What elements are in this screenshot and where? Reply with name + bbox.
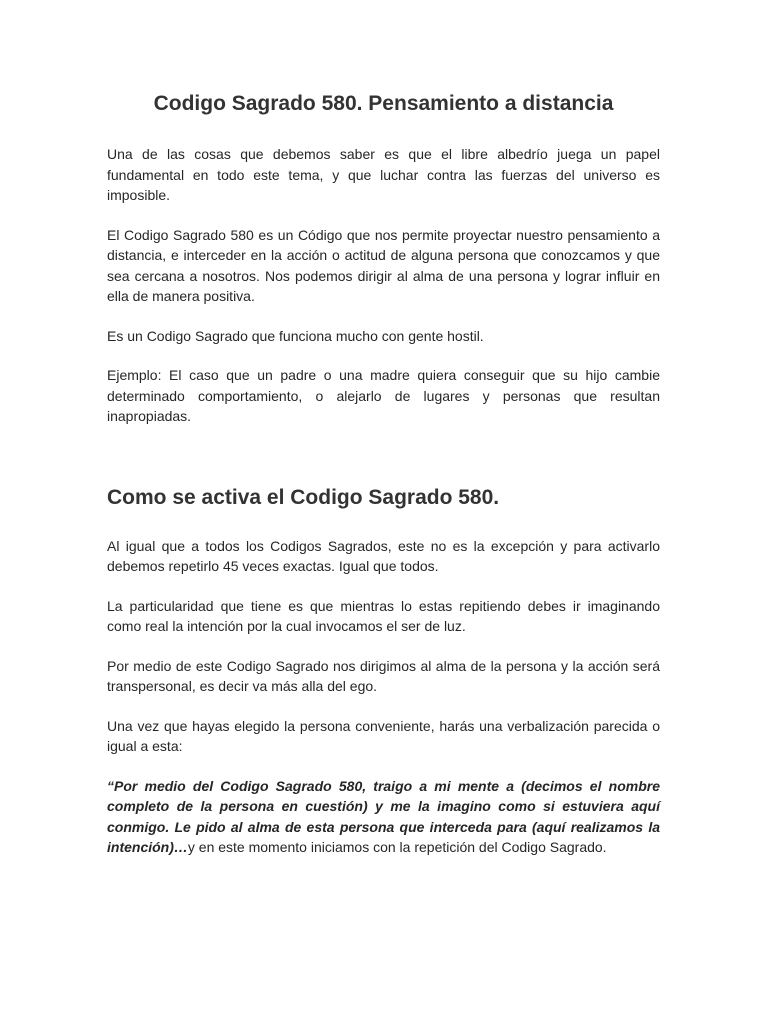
section-heading: Como se activa el Codigo Sagrado 580. bbox=[107, 485, 500, 509]
section-paragraph-2: La particularidad que tiene es que mientras lo estas repitiendo debes ir imaginando como real la intención por la cual invocamos el ser de luz. bbox=[107, 597, 660, 634]
section-spacer bbox=[107, 446, 660, 486]
quote-paragraph bbox=[107, 776, 660, 858]
intro-paragraph-2: El Codigo Sagrado 580 es un Código que nos permite proyectar nuestro pensamiento a distancia, e interceder en la acción o actitud de alguna persona que conozcamos y que sea cercana a nosotros. Nos podemos dirigir al alma de una persona y lograr influir en ella de manera positiva. bbox=[107, 226, 660, 304]
intro-paragraph-4: Ejemplo: El caso que un padre o una madre quiera conseguir que su hijo cambie determinado comportamiento, o alejarlo de lugares y personas que resultan inapropiadas. bbox=[107, 367, 660, 424]
document-page bbox=[107, 92, 660, 877]
intro-paragraph-3: Es un Codigo Sagrado que funciona mucho con gente hostil. bbox=[107, 327, 484, 344]
quote-bold-text: “Por medio del Codigo Sagrado 580, traigo a mi mente a (decimos el nombre completo de la persona en cuestión) y me la imagino como si estuviera aquí conmigo. Le pido al alma de esta persona que interceda para (aquí realizamos la intención)… bbox=[107, 777, 660, 855]
intro-paragraph-1: Una de las cosas que debemos saber es que el libre albedrío juega un papel fundamental en todo este tema, y que luchar contra las fuerzas del universo es imposible. bbox=[107, 146, 660, 203]
document-title: Codigo Sagrado 580. Pensamiento a distancia bbox=[153, 92, 614, 115]
section-paragraph-4: Una vez que hayas elegido la persona conveniente, harás una verbalización parecida o igual a esta: bbox=[107, 717, 660, 754]
section-paragraph-3: Por medio de este Codigo Sagrado nos dirigimos al alma de la persona y la acción será transpersonal, es decir va más alla del ego. bbox=[107, 657, 660, 694]
section-paragraph-1: Al igual que a todos los Codigos Sagrados, este no es la excepción y para activarlo debemos repetirlo 45 veces exactas. Igual que todos. bbox=[107, 537, 660, 574]
quote-regular-text: y en este momento iniciamos con la repetición del Codigo Sagrado. bbox=[187, 839, 607, 855]
